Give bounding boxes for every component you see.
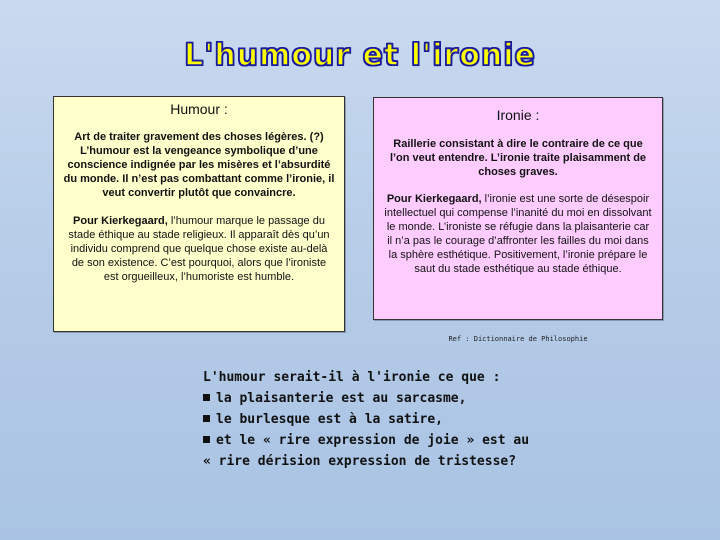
humour-kierkegaard-text: l’humour marque le passage du stade éthique au stade religieux. Il apparaît dès qu’un individu comprend que quelque chose existe au-delà de son existence. C’est pourquoi, alors que l’ironiste est orgueilleux, l’humoriste est humble. [68,215,330,283]
ironie-kierkegaard-paragraph [374,192,662,276]
question-last-line: « rire dérision expression de tristesse? [203,454,517,469]
ironie-kierkegaard-text: l’ironie est une sorte de désespoir intellectuel qui compense l’inanité du moi en dissolvant le monde. L’ironiste se réfugie dans la plaisanterie car il n’a pas le courage d’affronter les failles du moi dans la sphère esthétique. Positivement, l’ironie prépare le saut du stade esthétique au stade éthique. [384,193,652,275]
question-item-text: le burlesque est à la satire, [216,412,443,427]
ironie-definition: Raillerie consistant à dire le contraire de ce que l’on veut entendre. L’ironie traite plaisamment de choses graves. [389,138,647,178]
question-item [203,409,673,430]
humour-box [53,96,345,332]
slide-title: L'humour et l'ironie [184,38,536,73]
humour-kierkegaard-paragraph [54,214,344,284]
square-bullet-icon [203,394,210,401]
humour-heading: Humour : [170,101,228,117]
reference-note: Ref : Dictionnaire de Philosophie [448,335,588,343]
ironie-author: Pour Kierkegaard, [386,193,482,205]
question-item-text: la plaisanterie est au sarcasme, [216,391,467,406]
humour-author: Pour Kierkegaard, [73,215,168,227]
square-bullet-icon [203,415,210,422]
question-item [203,430,673,451]
question-intro: L'humour serait-il à l'ironie ce que : [203,370,501,385]
ironie-box [373,97,663,320]
ironie-heading: Ironie : [496,107,540,123]
question-item-text: et le « rire expression de joie » est au [216,433,530,448]
square-bullet-icon [203,436,210,443]
humour-definition: Art de traiter gravement des choses légères. (?) L’humour est la vengeance symbolique d’une conscience indignée par les misères et l’absurdité du monde. Il n’est pas combattant comme l’ironie, il veut convertir plutôt que convaincre. [63,131,335,199]
question-block [203,367,673,472]
question-item [203,388,673,409]
